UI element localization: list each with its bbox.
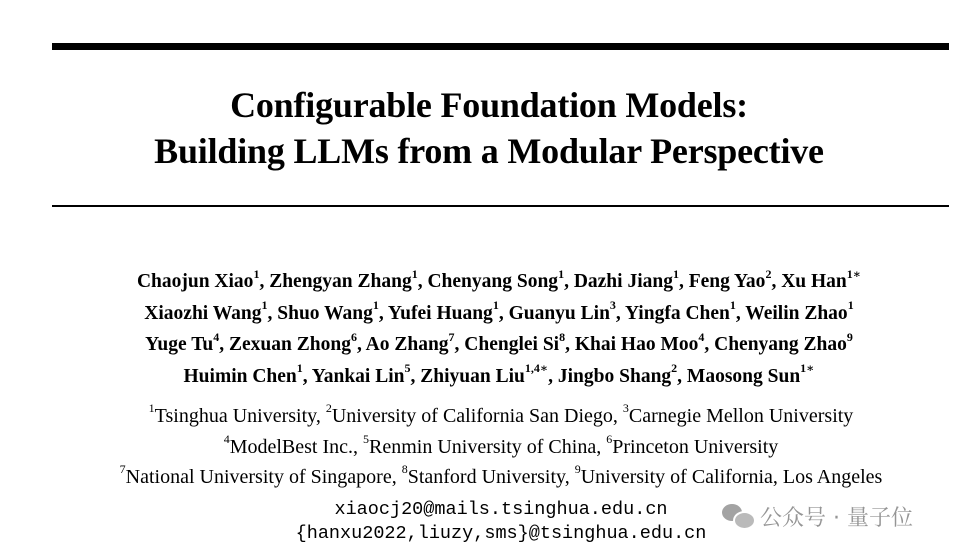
- author-name: Chenglei Si: [464, 334, 560, 355]
- author-name: Chenyang Zhao: [714, 334, 847, 355]
- author-name: Yufei Huang: [387, 302, 493, 324]
- affiliation-name: University of California San Diego: [331, 405, 613, 427]
- author-line: Huimin Chen$^1$, Yankai Lin$^5$, Zhiyuan Liu$^{1,4∗}$, Jingbo Shang$^2$, Maosong Sun$^{1∗}$: [183, 361, 815, 387]
- author-name: Dazhi Jiang: [573, 271, 673, 292]
- author-affiliation-mark: 1: [253, 266, 260, 281]
- author-name: Shuo Wang: [277, 302, 373, 324]
- author-affiliation-mark: 8: [559, 329, 566, 344]
- author-name: Zhengyan Zhang: [269, 271, 412, 292]
- email-line-2[interactable]: {hanxu2022,liuzy,sms}@tsinghua.edu.cn: [295, 523, 707, 544]
- affiliation-mark: 8: [401, 462, 408, 477]
- affiliation-name: Tsinghua University: [154, 405, 316, 427]
- author-line: Xiaozhi Wang$^1$, Shuo Wang$^1$, Yufei Huang$^1$, Guanyu Lin$^3$, Yingfa Chen$^1$, Weilin Zhao$^1$: [144, 298, 854, 324]
- author-list: [0, 266, 978, 392]
- author-name: Maosong Sun: [686, 365, 801, 387]
- author-name: Zhiyuan Liu: [420, 365, 525, 387]
- author-name: Yankai Lin: [311, 365, 405, 387]
- paper-title: [0, 82, 978, 174]
- author-name: Ao Zhang: [365, 334, 449, 355]
- author-affiliation-mark: 5: [404, 361, 411, 375]
- author-affiliation-mark: 1: [729, 298, 736, 312]
- top-rule: [52, 43, 949, 50]
- author-name: Weilin Zhao: [745, 302, 848, 324]
- author-affiliation-mark: 1: [411, 266, 418, 281]
- affiliation-name: Princeton University: [612, 435, 779, 458]
- author-line: Yuge Tu$^4$, Zexuan Zhong$^6$, Ao Zhang$^7$, Chenglei Si$^8$, Khai Hao Moo$^4$, Chenyang Zhao$^9$: [145, 329, 853, 355]
- affiliation-name: National University of Singapore: [125, 466, 392, 488]
- affiliation-line: $^4$ModelBest Inc., $^5$Renmin University of China, $^6$Princeton University: [223, 431, 779, 458]
- affiliation-line: $^1$Tsinghua University, $^2$University of California San Diego, $^3$Carnegie Mellon University: [148, 401, 854, 427]
- affiliation-mark: 3: [622, 401, 629, 416]
- title-line-1: Configurable Foundation Models:: [230, 85, 748, 125]
- author-name: Huimin Chen: [183, 365, 297, 387]
- author-affiliation-mark: 1: [296, 361, 303, 375]
- affiliation-name: Renmin University of China: [369, 435, 597, 458]
- affiliation-name: Carnegie Mellon University: [628, 405, 854, 427]
- author-affiliation-mark: 4: [698, 329, 705, 344]
- title-rule: [52, 205, 949, 207]
- author-affiliation-mark: 1: [492, 298, 499, 312]
- affiliation-name: University of California, Los Angeles: [580, 466, 883, 488]
- author-name: Khai Hao Moo: [574, 334, 699, 355]
- author-affiliation-mark: 1∗: [846, 266, 862, 281]
- author-name: Feng Yao: [688, 271, 766, 292]
- author-name: Yingfa Chen: [624, 302, 730, 324]
- author-affiliation-mark: 3: [609, 298, 616, 312]
- author-affiliation-mark: 2: [765, 266, 772, 281]
- author-line: Chaojun Xiao$^1$, Zhengyan Zhang$^1$, Chenyang Song$^1$, Dazhi Jiang$^1$, Feng Yao$^2$, Xu Han$^{1∗}$: [136, 266, 862, 292]
- author-name: Chenyang Song: [427, 271, 559, 292]
- author-affiliation-mark: 1: [261, 298, 268, 312]
- author-name: Guanyu Lin: [508, 302, 610, 324]
- author-affiliation-mark: 1: [672, 266, 679, 281]
- author-affiliation-mark: 9: [846, 329, 853, 344]
- email-line-1[interactable]: xiaocj20@mails.tsinghua.edu.cn: [334, 499, 668, 520]
- affiliation-list: [0, 401, 978, 493]
- author-name: Xu Han: [781, 271, 847, 292]
- affiliation-mark: 7: [119, 462, 126, 477]
- affiliation-mark: 5: [363, 431, 369, 446]
- author-affiliation-mark: 1: [372, 298, 379, 312]
- author-affiliation-mark: 1: [847, 298, 854, 312]
- affiliation-mark: 4: [223, 431, 230, 446]
- title-line-2: Building LLMs from a Modular Perspective: [154, 131, 824, 171]
- author-affiliation-mark: 7: [448, 329, 455, 344]
- author-affiliation-mark: 4: [213, 329, 220, 344]
- author-name: Xiaozhi Wang: [144, 302, 262, 324]
- affiliation-name: ModelBest Inc.: [229, 435, 353, 458]
- watermark-text: 公众号 · 量子位: [760, 505, 913, 531]
- affiliation-mark: 1: [148, 401, 155, 416]
- affiliation-line: $^7$National University of Singapore, $^8$Stanford University, $^9$University of California, Los Angeles: [119, 462, 883, 488]
- affiliation-mark: 6: [606, 431, 613, 446]
- author-affiliation-mark: 1∗: [800, 361, 815, 375]
- author-name: Jingbo Shang: [557, 365, 672, 387]
- author-name: Yuge Tu: [145, 334, 214, 355]
- affiliation-mark: 9: [574, 462, 581, 477]
- author-affiliation-mark: 1: [558, 266, 565, 281]
- author-name: Zexuan Zhong: [229, 334, 351, 355]
- author-affiliation-mark: 1,4∗: [524, 361, 549, 375]
- affiliation-name: Stanford University: [407, 466, 565, 488]
- affiliation-mark: 2: [325, 401, 332, 416]
- watermark: [722, 500, 913, 532]
- wechat-icon: [722, 502, 754, 530]
- author-affiliation-mark: 6: [350, 329, 357, 344]
- author-name: Chaojun Xiao: [136, 271, 254, 292]
- author-affiliation-mark: 2: [671, 361, 678, 375]
